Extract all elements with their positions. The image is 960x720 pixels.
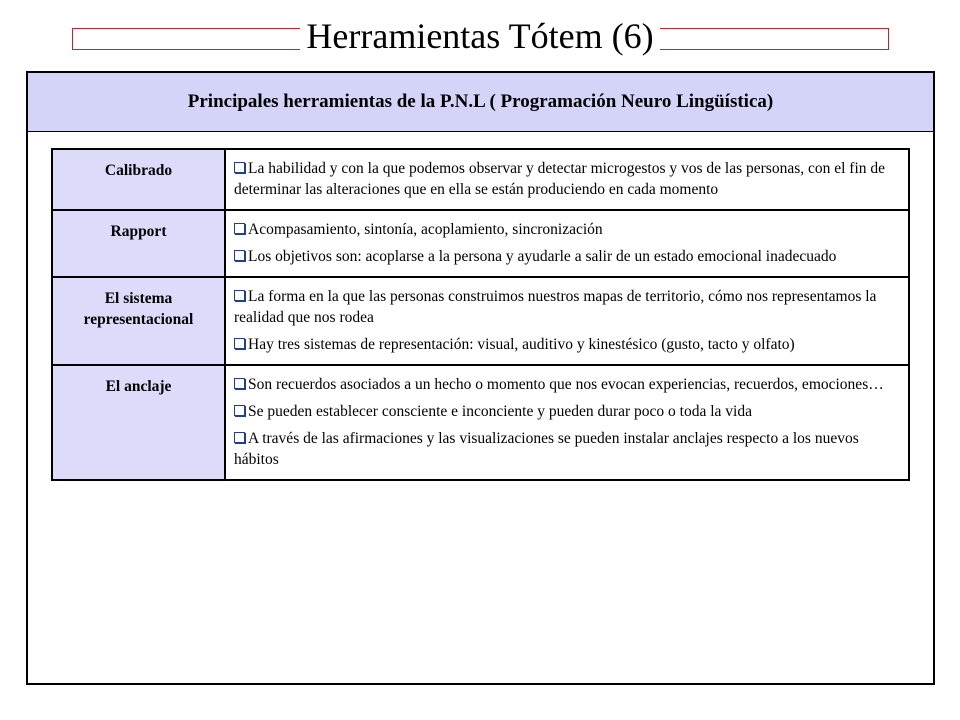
table-row — [52, 365, 909, 480]
slide-title: Herramientas Tótem (6) — [300, 16, 659, 56]
tools-table — [51, 148, 910, 481]
checkbox-bullet-icon — [234, 432, 245, 443]
table-row — [52, 149, 909, 210]
checkbox-bullet-icon — [234, 290, 245, 301]
checkbox-bullet-icon — [234, 162, 245, 173]
bullet-text: Se pueden establecer consciente e inconciente y pueden durar poco o toda la vida — [248, 403, 752, 420]
list-item — [234, 374, 900, 395]
list-item — [234, 401, 900, 422]
checkbox-bullet-icon — [234, 250, 245, 261]
slide-title-wrap — [0, 14, 960, 58]
row-label: Calibrado — [52, 149, 225, 210]
row-label: El anclaje — [52, 365, 225, 480]
checkbox-bullet-icon — [234, 338, 245, 349]
list-item — [234, 428, 900, 470]
row-content — [225, 277, 909, 365]
frame-header: Principales herramientas de la P.N.L ( Programación Neuro Lingüística) — [28, 73, 933, 132]
content-frame — [26, 71, 935, 685]
row-content — [225, 149, 909, 210]
row-label: El sistema representacional — [52, 277, 225, 365]
bullet-text: Los objetivos son: acoplarse a la persona y ayudarle a salir de un estado emocional inadecuado — [248, 248, 837, 265]
list-item — [234, 286, 900, 328]
table-row — [52, 277, 909, 365]
row-label: Rapport — [52, 210, 225, 277]
bullet-text: A través de las afirmaciones y las visualizaciones se pueden instalar anclajes respecto a los nuevos hábitos — [234, 430, 859, 468]
bullet-text: Hay tres sistemas de representación: visual, auditivo y kinestésico (gusto, tacto y olfato) — [248, 336, 795, 353]
row-content — [225, 210, 909, 277]
list-item — [234, 246, 900, 267]
checkbox-bullet-icon — [234, 378, 245, 389]
bullet-text: La habilidad y con la que podemos observar y detectar microgestos y vos de las personas, con el fin de determinar las alteraciones que en ella se están produciendo en cada momento — [234, 160, 886, 198]
list-item — [234, 219, 900, 240]
table-row — [52, 210, 909, 277]
bullet-text: La forma en la que las personas construimos nuestros mapas de territorio, cómo nos representamos la realidad que nos rodea — [234, 288, 877, 326]
checkbox-bullet-icon — [234, 223, 245, 234]
list-item — [234, 158, 900, 200]
checkbox-bullet-icon — [234, 405, 245, 416]
list-item — [234, 334, 900, 355]
row-content — [225, 365, 909, 480]
bullet-text: Son recuerdos asociados a un hecho o momento que nos evocan experiencias, recuerdos, emociones… — [248, 376, 884, 393]
bullet-text: Acompasamiento, sintonía, acoplamiento, sincronización — [248, 221, 603, 238]
